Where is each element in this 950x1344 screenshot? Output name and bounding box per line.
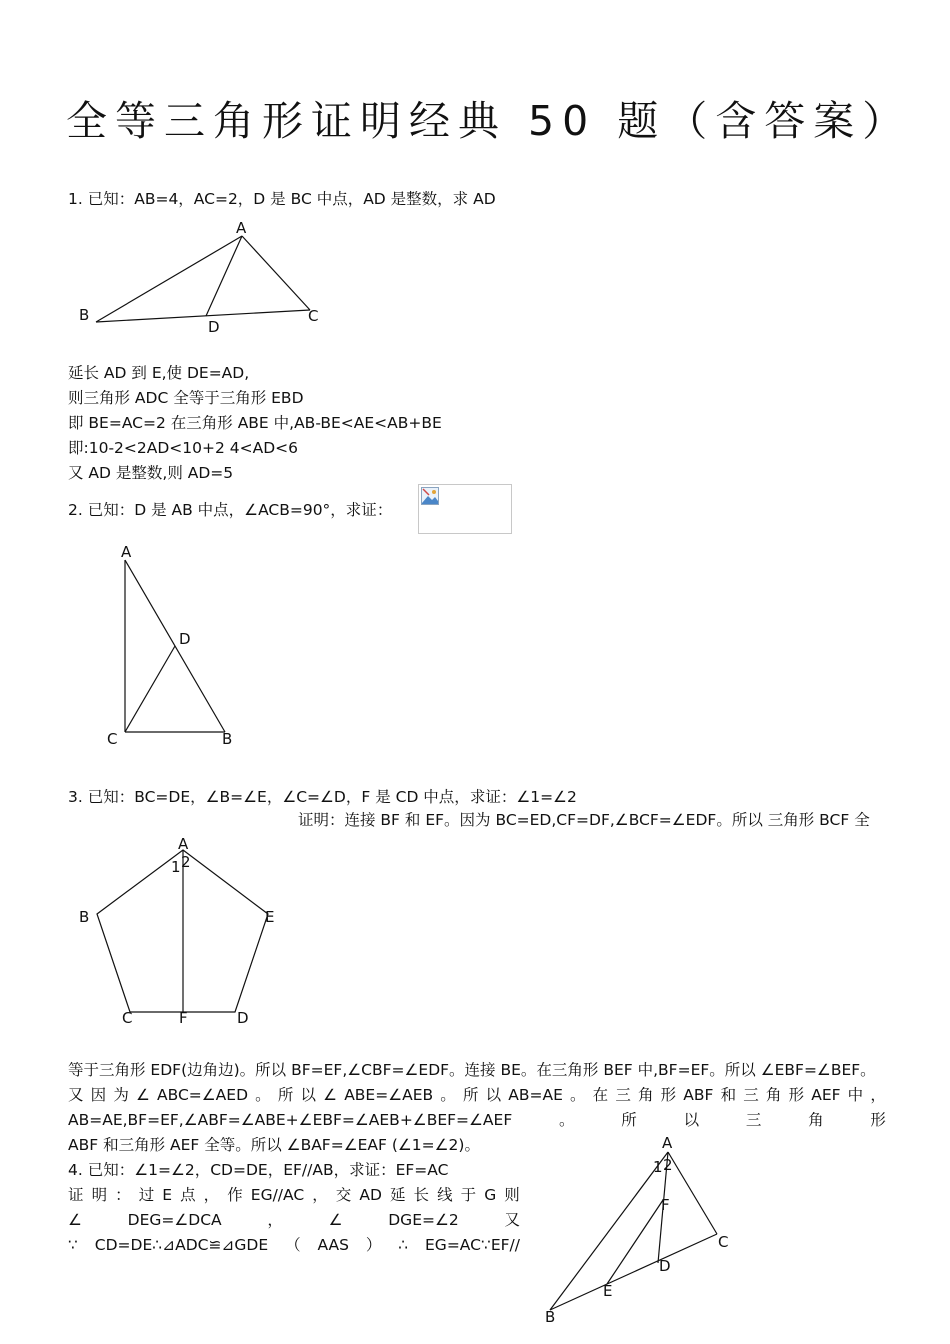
text-token: ∠ bbox=[328, 1211, 343, 1229]
q4-seg-ac bbox=[668, 1152, 717, 1234]
q3-label-e: E bbox=[265, 908, 275, 926]
text-token: DGE=∠2 bbox=[388, 1211, 459, 1229]
q4-proof-line3 bbox=[68, 1235, 520, 1255]
text-token: ABE=∠AEB bbox=[344, 1086, 434, 1104]
text-token: 角 bbox=[765, 1086, 782, 1104]
q1-question: 1. 已知：AB=4，AC=2，D 是 BC 中点，AD 是整数，求 AD bbox=[68, 190, 496, 208]
text-token: 明 bbox=[91, 1186, 108, 1204]
q4-question: 4. 已知：∠1=∠2，CD=DE，EF//AB，求证：EF=AC bbox=[68, 1161, 449, 1179]
text-token: 以 bbox=[485, 1086, 502, 1104]
text-token: ∠ bbox=[135, 1086, 150, 1104]
q2-question: 2. 已知：D 是 AB 中点，∠ACB=90°，求证： bbox=[68, 501, 393, 519]
q3-label-f: F bbox=[179, 1009, 188, 1027]
q3-label-d: D bbox=[237, 1009, 249, 1027]
text-token: ， bbox=[203, 1186, 220, 1204]
text-token: 延 bbox=[389, 1186, 406, 1204]
text-token: 又 bbox=[504, 1211, 520, 1229]
text-token: ∠ bbox=[68, 1211, 82, 1229]
q1-answer-line: 又 AD 是整数,则 AD=5 bbox=[68, 464, 234, 482]
text-token: DEG=∠DCA bbox=[127, 1211, 222, 1229]
q3-proof-line3 bbox=[68, 1085, 886, 1105]
text-token: 所 bbox=[621, 1111, 637, 1129]
text-token: 为 bbox=[113, 1086, 129, 1104]
q1-answer-line: 延长 AD 到 E,使 DE=AD, bbox=[68, 364, 250, 382]
text-token: 三 bbox=[615, 1086, 631, 1104]
text-token: ， bbox=[267, 1211, 283, 1229]
text-token: 形 bbox=[788, 1086, 805, 1104]
q4-label-d: D bbox=[659, 1257, 671, 1275]
text-token: ： bbox=[115, 1186, 131, 1204]
q1-seg-ad bbox=[206, 236, 242, 316]
q3-label-1: 1 bbox=[171, 858, 181, 876]
text-token: 作 bbox=[227, 1186, 243, 1204]
text-token: 三 bbox=[745, 1111, 762, 1129]
q4-label-2: 2 bbox=[663, 1156, 673, 1174]
text-token: AB=AE bbox=[508, 1086, 563, 1104]
text-token: 。 bbox=[255, 1086, 271, 1104]
text-token: 角 bbox=[808, 1111, 824, 1129]
text-token: E bbox=[162, 1186, 173, 1204]
text-token: AAS bbox=[317, 1236, 349, 1254]
text-token: ∵ bbox=[68, 1236, 78, 1254]
q1-label-d: D bbox=[208, 318, 220, 336]
q3-label-a: A bbox=[178, 835, 189, 853]
text-token: 以 bbox=[683, 1111, 700, 1129]
q4-label-f: F bbox=[661, 1196, 670, 1214]
q3-label-c: C bbox=[122, 1009, 133, 1027]
text-token: （ bbox=[285, 1236, 301, 1254]
q3-label-2: 2 bbox=[181, 853, 191, 871]
q3-proof-cont: 等于三角形 EDF(边角边)。所以 BF=EF,∠CBF=∠EDF。连接 BE。在三角形 BEF 中,BF=EF。所以 ∠EBF=∠BEF。 bbox=[68, 1061, 876, 1079]
text-token: 长 bbox=[413, 1186, 430, 1204]
q2-label-b: B bbox=[222, 730, 233, 748]
q1-label-b: B bbox=[79, 306, 90, 324]
text-token: 点 bbox=[180, 1186, 196, 1204]
q2-label-d: D bbox=[179, 630, 191, 648]
text-token: 中 bbox=[847, 1086, 864, 1104]
page-title: 全等三角形证明经典 50 题（含答案） bbox=[66, 97, 912, 145]
text-token: ， bbox=[312, 1186, 328, 1204]
text-token: 形 bbox=[660, 1086, 677, 1104]
q4-label-b: B bbox=[545, 1308, 556, 1326]
text-token: EG=AC∵EF// bbox=[425, 1236, 520, 1254]
text-token: 所 bbox=[277, 1086, 294, 1104]
broken-image-placeholder bbox=[418, 484, 512, 534]
text-token: 三 bbox=[743, 1086, 759, 1104]
text-token: AD bbox=[359, 1186, 382, 1204]
q3-label-b: B bbox=[79, 908, 90, 926]
q4-seg-bc bbox=[550, 1234, 717, 1310]
q4-label-1: 1 bbox=[653, 1158, 663, 1176]
text-token: 。 bbox=[559, 1111, 575, 1129]
q1-answer-line: 则三角形 ADC 全等于三角形 EBD bbox=[68, 389, 304, 407]
q1-answer-line: 即 BE=AC=2 在三角形 ABE 中,AB-BE<AE<AB+BE bbox=[68, 414, 442, 432]
q2-figure bbox=[100, 540, 250, 755]
text-token: AEF bbox=[811, 1086, 841, 1104]
text-token: 线 bbox=[437, 1186, 453, 1204]
text-token: 角 bbox=[637, 1086, 654, 1104]
text-token: ABF bbox=[683, 1086, 714, 1104]
text-token: 于 bbox=[460, 1186, 477, 1204]
text-token: 又 bbox=[68, 1086, 84, 1104]
q1-seg-bc bbox=[96, 310, 310, 322]
text-token: 所 bbox=[462, 1086, 479, 1104]
q1-seg-ba bbox=[96, 236, 242, 322]
q3-proof-first: 证明：连接 BF 和 EF。因为 BC=ED,CF=DF,∠BCF=∠EDF。所以 三角形 BCF 全 bbox=[298, 811, 870, 829]
text-token: 。 bbox=[440, 1086, 456, 1104]
text-token: 。 bbox=[570, 1086, 586, 1104]
text-token: ） bbox=[365, 1236, 382, 1254]
q3-proof-line4 bbox=[68, 1110, 886, 1130]
q4-proof-line1 bbox=[68, 1185, 520, 1205]
q1-figure bbox=[70, 215, 340, 345]
q4-proof-line2 bbox=[68, 1210, 520, 1230]
text-token: EG//AC bbox=[250, 1186, 305, 1204]
q4-label-c: C bbox=[718, 1233, 729, 1251]
text-token: ABC=∠AED bbox=[157, 1086, 249, 1104]
text-token: 交 bbox=[335, 1186, 352, 1204]
q4-figure bbox=[535, 1130, 745, 1340]
text-token: 在 bbox=[592, 1086, 609, 1104]
q1-label-a: A bbox=[236, 219, 247, 237]
q1-seg-ac bbox=[242, 236, 310, 310]
q2-seg-cd bbox=[125, 646, 175, 732]
text-token: 和 bbox=[720, 1086, 737, 1104]
text-token: 形 bbox=[870, 1111, 886, 1129]
broken-image-icon bbox=[421, 487, 439, 505]
text-token: G bbox=[484, 1186, 497, 1204]
text-token: ∴ bbox=[398, 1236, 409, 1254]
q3-proof-line5: ABF 和三角形 AEF 全等。所以 ∠BAF=∠EAF (∠1=∠2)。 bbox=[68, 1136, 480, 1154]
q4-label-e: E bbox=[603, 1282, 613, 1300]
q1-answer-line: 即:10-2<2AD<10+2 4<AD<6 bbox=[68, 439, 299, 457]
text-token: 过 bbox=[138, 1186, 155, 1204]
text-token: CD=DE∴⊿ADC≌⊿GDE bbox=[94, 1236, 269, 1254]
q2-label-a: A bbox=[121, 543, 132, 561]
text-token: 则 bbox=[504, 1186, 520, 1204]
q2-label-c: C bbox=[107, 730, 118, 748]
text-token: 以 bbox=[300, 1086, 316, 1104]
text-token: 证 bbox=[68, 1186, 84, 1204]
q1-label-c: C bbox=[308, 307, 319, 325]
q3-question: 3. 已知：BC=DE，∠B=∠E，∠C=∠D，F 是 CD 中点，求证：∠1=∠2 bbox=[68, 788, 577, 806]
text-token: 因 bbox=[90, 1086, 107, 1104]
q4-label-a: A bbox=[662, 1134, 673, 1152]
text-token: ∠ bbox=[323, 1086, 338, 1104]
text-token: ， bbox=[870, 1086, 886, 1104]
q3-figure bbox=[75, 830, 285, 1030]
text-token: AB=AE,BF=EF,∠ABF=∠ABE+∠EBF=∠AEB+∠BEF=∠AEF bbox=[68, 1111, 513, 1129]
